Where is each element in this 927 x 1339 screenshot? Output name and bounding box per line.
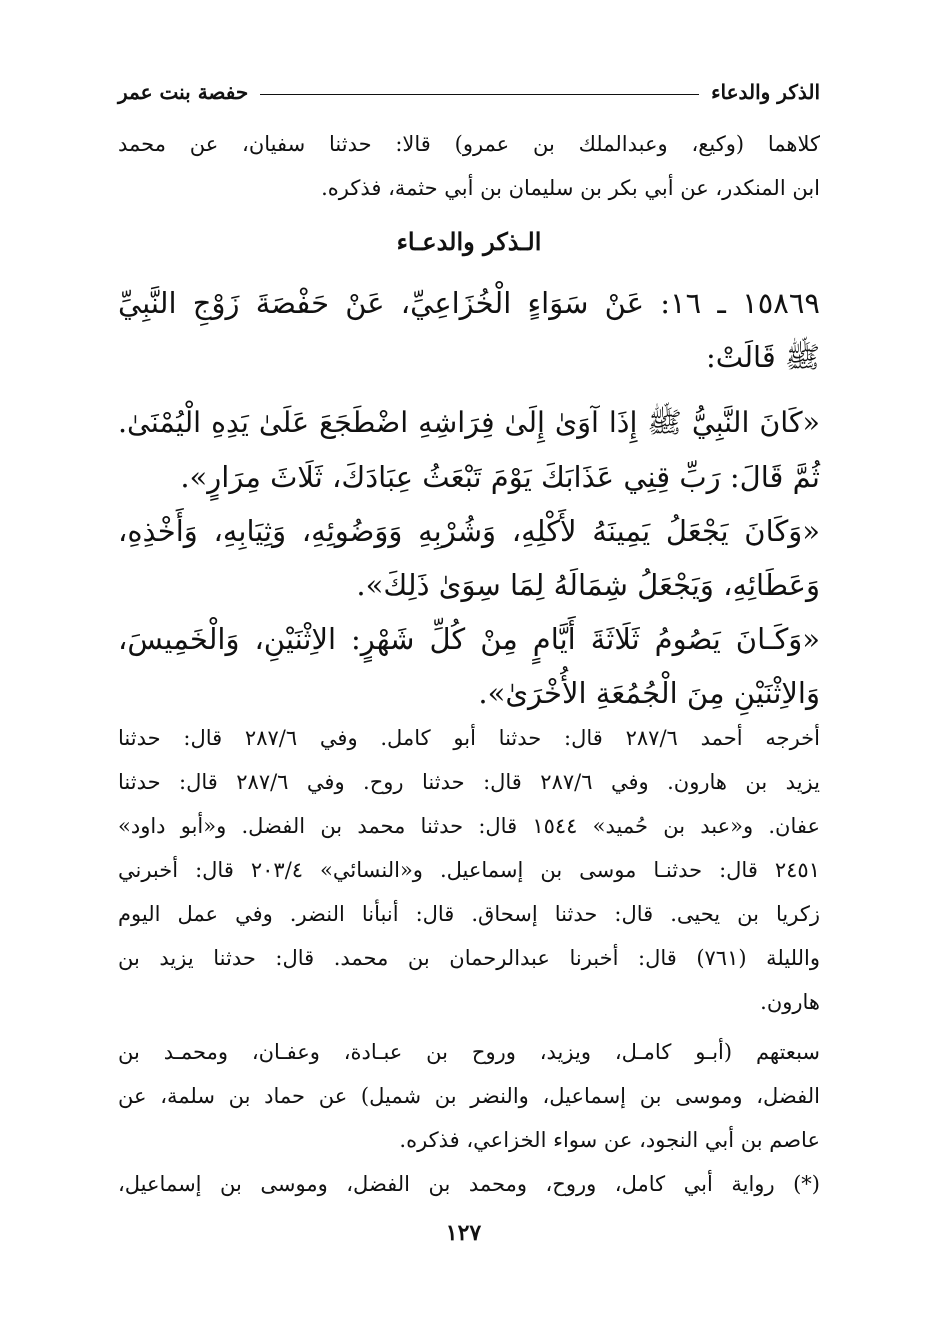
page-number: ١٢٧: [445, 1220, 482, 1246]
text-line: هارون.: [760, 990, 820, 1014]
hadith-line: «كَانَ النَّبِيُّ ﷺ إِذَا آوَىٰ إِلَىٰ فِرَاشِهِ اضْطَجَعَ عَلَىٰ يَدِهِ الْيُمْنَىٰ.: [118, 406, 820, 439]
text-line: يزيد بن هارون. وفي ٢٨٧/٦ قال: حدثنا روح. وفي ٢٨٧/٦ قال: حدثنا: [118, 770, 820, 794]
hadith-line: «وَكَـانَ يَصُومُ ثَلَاثَةَ أَيَّامٍ مِنْ كُلِّ شَهْرٍ: الاِثْنَيْنِ، وَالْخَمِيسَ،: [118, 622, 820, 656]
header-chapter-title: حفصة بنت عمر: [118, 80, 249, 104]
text-line: الفضل، وموسى بن إسماعيل، والنضر بن شميل) عن حماد بن سلمة، عن: [118, 1084, 820, 1108]
section-heading: الـذكر والدعـاء: [396, 227, 542, 256]
intro-paragraph: [118, 122, 820, 210]
paragraph-gap: [118, 384, 820, 396]
text-line: أخرجه أحمد ٢٨٧/٦ قال: حدثنا أبو كامل. وفي ٢٨٧/٦ قال: حدثنا: [118, 726, 820, 750]
text-line: ٢٤٥١ قال: حدثنـا موسى بن إسماعيل. و«النسائي» ٢٠٣/٤ قال: أخبرني: [118, 858, 820, 882]
text-line: ابن المنكدر، عن أبي بكر بن سليمان بن أبي حثمة، فذكره.: [321, 176, 820, 200]
hadith-line: «وَكَانَ يَجْعَلُ يَمِينَهُ لأَكْلِهِ، وَشُرْبِهِ وَوَضُوئِهِ، وَثِيَابِهِ، وَأَخْذِهِ،: [118, 514, 820, 548]
hadith-line: ١٥٨٦٩ ـ ١٦: عَنْ سَوَاءٍ الْخُزَاعِيِّ، عَنْ حَفْصَةَ زَوْجِ النَّبِيِّ: [118, 286, 821, 320]
text-line: عفان. و«عبد بن حُميد» ١٥٤٤ قال: حدثنا محمد بن الفضل. و«أبو داود»: [118, 814, 821, 838]
hadith-line: وَالاِثْنَيْنِ مِنَ الْجُمُعَةِ الأُخْرَىٰ».: [478, 676, 820, 710]
footnote-line: (*) رواية أبي كامل، وروح، ومحمد بن الفضل، وموسى بن إسماعيل،: [118, 1172, 820, 1196]
text-line: زكريا بن يحيى. قال: حدثنا إسحاق. قال: أنبأنا النضر. وفي عمل اليوم: [118, 902, 821, 926]
hadith-line: ﷺ قَالَتْ:: [705, 340, 820, 374]
running-header: [118, 70, 820, 104]
text-line: والليلة (٧٦١) قال: أخبرنا عبدالرحمان بن محمد. قال: حدثنا يزيد بن: [118, 946, 820, 970]
hadith-text: [118, 276, 820, 720]
hadith-line: وَعَطَائِهِ، وَيَجْعَلُ شِمَالَهُ لِمَا سِوَىٰ ذَلِكَ».: [356, 568, 820, 602]
text-line: كلاهما (وكيع، وعبدالملك بن عمرو) قالا: حدثنا سفيان، عن محمد: [118, 132, 820, 156]
header-rule: [260, 94, 699, 95]
header-section-title: الذكر والدعاء: [711, 80, 820, 104]
text-line: عاصم بن أبي النجود، عن سواء الخزاعي، فذكره.: [399, 1128, 820, 1152]
isnad-summary-paragraph: [118, 1030, 820, 1162]
hadith-line: ثُمَّ قَالَ: رَبِّ قِنِي عَذَابَكَ يَوْمَ تَبْعَثُ عِبَادَكَ، ثَلَاثَ مِرَارٍ».: [180, 460, 820, 494]
takhrij-paragraph: [118, 716, 820, 1024]
text-line: سبعتهم (أبـو كامـل، ويزيد، وروح بن عبـادة، وعفـان، ومحمـد بن: [118, 1040, 820, 1064]
footnote: [118, 1162, 820, 1206]
